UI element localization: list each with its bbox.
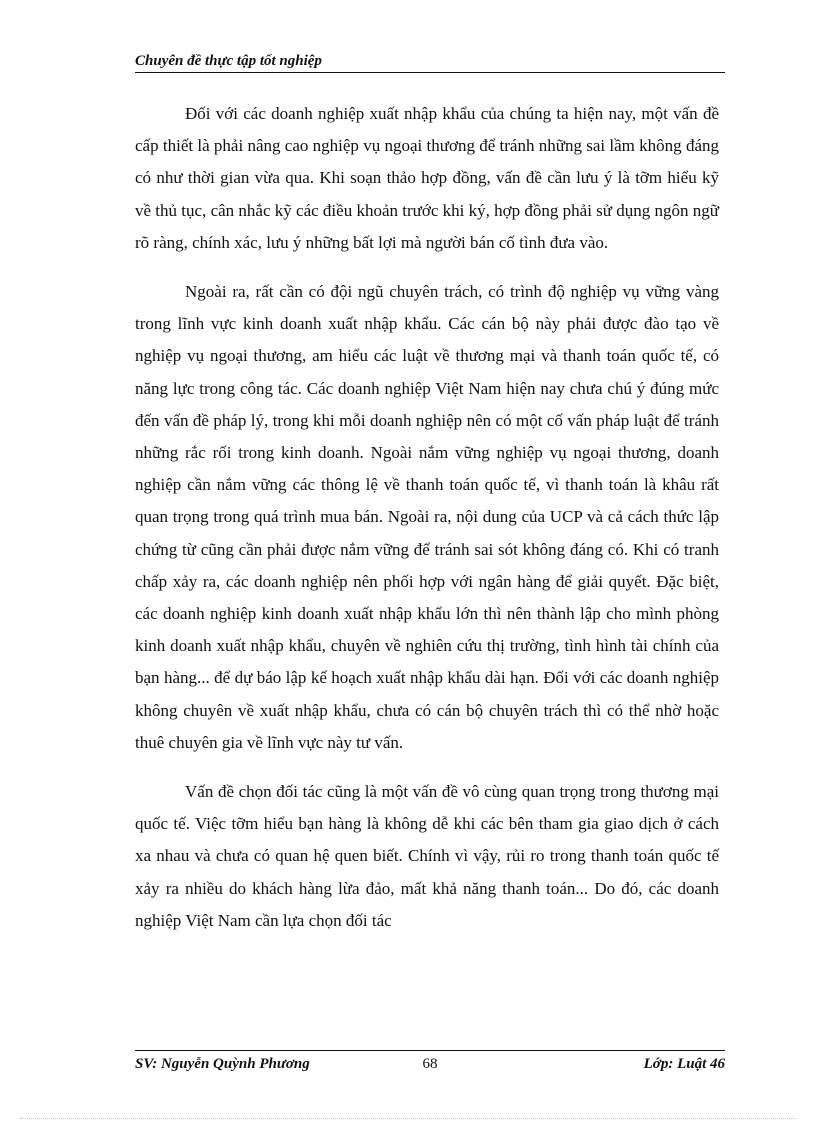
page-body xyxy=(135,98,719,954)
page-header xyxy=(135,48,725,73)
footer-class-label: Lớp: Luật 46 xyxy=(643,1056,725,1072)
paragraph-1: Đối với các doanh nghiệp xuất nhập khẩu của chúng ta hiện nay, một vấn đề cấp thiết là phải nâng cao nghiệp vụ ngoại thương để tránh những sai lầm không đáng có như thời gian vừa qua. Khi soạn thảo hợp đồng, vấn đề cần lưu ý là tỡm hiểu kỹ về thủ tục, cân nhắc kỹ các điều khoản trước khi ký, hợp đồng phải sử dụng ngôn ngữ rõ ràng, chính xác, lưu ý những bất lợi mà người bán cố tình đưa vào. xyxy=(135,104,719,252)
margin-guide-line xyxy=(20,1118,796,1119)
page-footer xyxy=(135,1050,725,1077)
paragraph-2: Ngoài ra, rất cần có đội ngũ chuyên trách, có trình độ nghiệp vụ vững vàng trong lĩnh vực kinh doanh xuất nhập khẩu. Các cán bộ này phải được đào tạo về nghiệp vụ ngoại thương, am hiểu các luật về thương mại và thanh toán quốc tế, có năng lực trong công tác. Các doanh nghiệp Việt Nam hiện nay chưa chú ý đúng mức đến vấn đề pháp lý, trong khi mỗi doanh nghiệp nên có một cố vấn pháp luật để tránh những rắc rối trong kinh doanh. Ngoài nắm vững nghiệp vụ ngoại thương, doanh nghiệp cần nắm vững các thông lệ về thanh toán quốc tế, vì thanh toán là khâu rất quan trọng trong quá trình mua bán. Ngoài ra, nội dung của UCP và cả cách thức lập chứng từ cũng cần phải được nắm vững để tránh sai sót không đáng có. Khi có tranh chấp xảy ra, các doanh nghiệp nên phối hợp với ngân hàng để giải quyết. Đặc biệt, các doanh nghiệp kinh doanh xuất nhập khẩu lớn thì nên thành lập cho mình phòng kinh doanh xuất nhập khẩu, chuyên về nghiên cứu thị trường, tình hình tài chính của bạn hàng... để dự báo lập kế hoạch xuất nhập khẩu dài hạn. Đối với các doanh nghiệp không chuyên về xuất nhập khẩu, chưa có cán bộ chuyên trách thì có thể nhờ hoặc thuê chuyên gia về lĩnh vực này tư vấn. xyxy=(135,282,719,752)
paragraph-3: Vấn đề chọn đối tác cũng là một vấn đề vô cùng quan trọng trong thương mại quốc tế. Việc tỡm hiểu bạn hàng là không dễ khi các bên tham gia giao dịch ở cách xa nhau và chưa có quan hệ quen biết. Chính vì vậy, rủi ro trong thanh toán quốc tế xảy ra nhiều do khách hàng lừa đảo, mất khả năng thanh toán... Do đó, các doanh nghiệp Việt Nam cần lựa chọn đối tác xyxy=(135,782,719,930)
header-title: Chuyên đề thực tập tốt nghiệp xyxy=(135,53,322,69)
footer-page-number: 68 xyxy=(422,1056,438,1072)
footer-student-name: SV: Nguyễn Quỳnh Phương xyxy=(135,1056,310,1072)
